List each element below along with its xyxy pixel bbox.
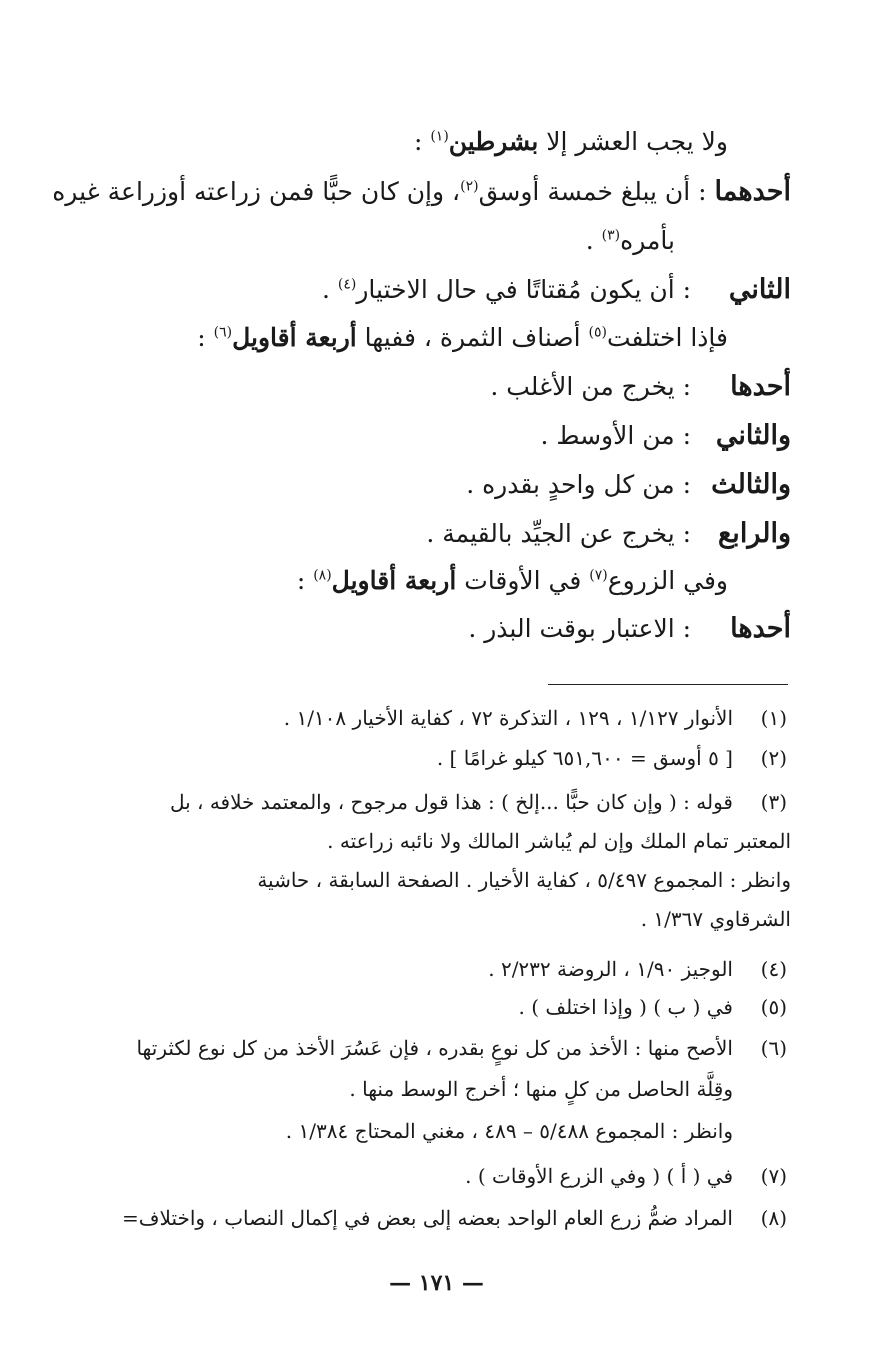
footnote-number: (٧) [760, 1164, 787, 1188]
footnote-line: الشرقاوي ١/٣٦٧ . [640, 907, 791, 931]
footnote-line: في ( ب ) ( وإذا اختلف ) . [518, 995, 733, 1019]
footnote-line: الأصح منها : الأخذ من كل نوعٍ بقدره ، فإن عَسُرَ الأخذ من كل نوع لكثرتها [136, 1036, 733, 1060]
footnote-number: (٨) [760, 1206, 787, 1230]
footnote-number: (٢) [760, 746, 787, 770]
footnote-line: [ ٥ أوسق = ٦٥١,٦٠٠ كيلو غرامًا ] . [436, 746, 733, 770]
note-ref: (٧) [589, 567, 608, 584]
note-ref: (٥) [588, 324, 607, 341]
footnote-line: الوجيز ١/٩٠ ، الروضة ٢/٢٣٢ . [488, 957, 733, 981]
bold-term: أربعة أقاويل [232, 323, 357, 352]
note-ref: (٨) [313, 567, 332, 584]
term-label: والرابع [717, 518, 791, 549]
crop-opinion-1-line: أحدها : الاعتبار بوقت البذر . [468, 613, 791, 644]
term-label: أحدها [730, 613, 791, 644]
footnote-line: وقِلَّة الحاصل من كلٍ منها ؛ أخرج الوسط منها . [349, 1077, 733, 1101]
bold-term: أربعة أقاويل [331, 566, 457, 595]
note-ref: (٤) [337, 276, 357, 293]
note-ref: (١) [430, 128, 449, 145]
footnote-line: وانظر : المجموع ٥/٤٩٧ ، كفاية الأخيار . الصفحة السابقة ، حاشية [257, 868, 791, 892]
footnote-separator [548, 684, 788, 685]
note-ref: (٦) [213, 324, 233, 341]
term-label: أحدها [730, 371, 791, 402]
crops-line: وفي الزروع$^{(٧)}$ في الأوقات أربعة أقاويل$^{(٨)}$ : [296, 566, 728, 595]
footnote-line: المراد ضمُّ زرع العام الواحد بعضه إلى بعض في إكمال النصاب ، واختلاف= [122, 1206, 733, 1230]
footnote-number: (٥) [760, 995, 787, 1019]
intro-line: ولا يجب العشر إلا بشرطين$^{(١)}$ : [413, 127, 728, 156]
opinion-3-line: والثالث : من كل واحدٍ بقدره . [466, 469, 791, 500]
fruit-varieties-line: فإذا اختلفت$^{(٥)}$ أصناف الثمرة ، ففيها أربعة أقاويل$^{(٦)}$ : [197, 323, 728, 352]
term-label: والثالث [711, 469, 791, 500]
note-ref: (٢) [460, 178, 479, 195]
footnote-line: في ( أ ) ( وفي الزرع الأوقات ) . [465, 1164, 733, 1188]
bold-term: بشرطين [448, 127, 539, 156]
footnote-number: (٣) [760, 790, 787, 814]
condition-2-line: الثاني : أن يكون مُقتاتًا في حال الاختيار$^{(٤)}$ . [321, 274, 791, 305]
note-ref: (٣) [601, 227, 621, 244]
term-label: الثاني [728, 274, 791, 305]
footnote-line: وانظر : المجموع ٥/٤٨٨ – ٤٨٩ ، مغني المحتاج ١/٣٨٤ . [285, 1119, 733, 1143]
footnote-number: (١) [760, 706, 787, 730]
condition-1-line: أحدهما : أن يبلغ خمسة أوسق$^{(٢)}$، وإن كان حبًّا فمن زراعته أوزراعة غيره [52, 176, 791, 207]
page-number: — ١٧١ — [389, 1270, 484, 1296]
opinion-1-line: أحدها : يخرج من الأغلب . [490, 371, 791, 402]
footnote-line: الأنوار ١/١٢٧ ، ١٢٩ ، التذكرة ٧٢ ، كفاية الأخيار ١/١٠٨ . [283, 706, 733, 730]
term-label: أحدهما [714, 176, 791, 207]
footnote-line: المعتبر تمام الملك وإن لم يُباشر المالك ولا نائبه زراعته . [327, 829, 791, 853]
footnote-number: (٦) [760, 1036, 787, 1060]
opinion-2-line: والثاني : من الأوسط . [540, 420, 791, 451]
footnote-line: قوله : ( وإن كان حبًّا ...إلخ ) : هذا قول مرجوح ، والمعتمد خلافه ، بل [169, 790, 733, 814]
opinion-4-line: والرابع : يخرج عن الجيِّد بالقيمة . [426, 518, 791, 549]
footnote-number: (٤) [760, 957, 787, 981]
term-label: والثاني [715, 420, 791, 451]
condition-1-continuation: بأمره$^{(٣)}$ . [585, 226, 675, 255]
